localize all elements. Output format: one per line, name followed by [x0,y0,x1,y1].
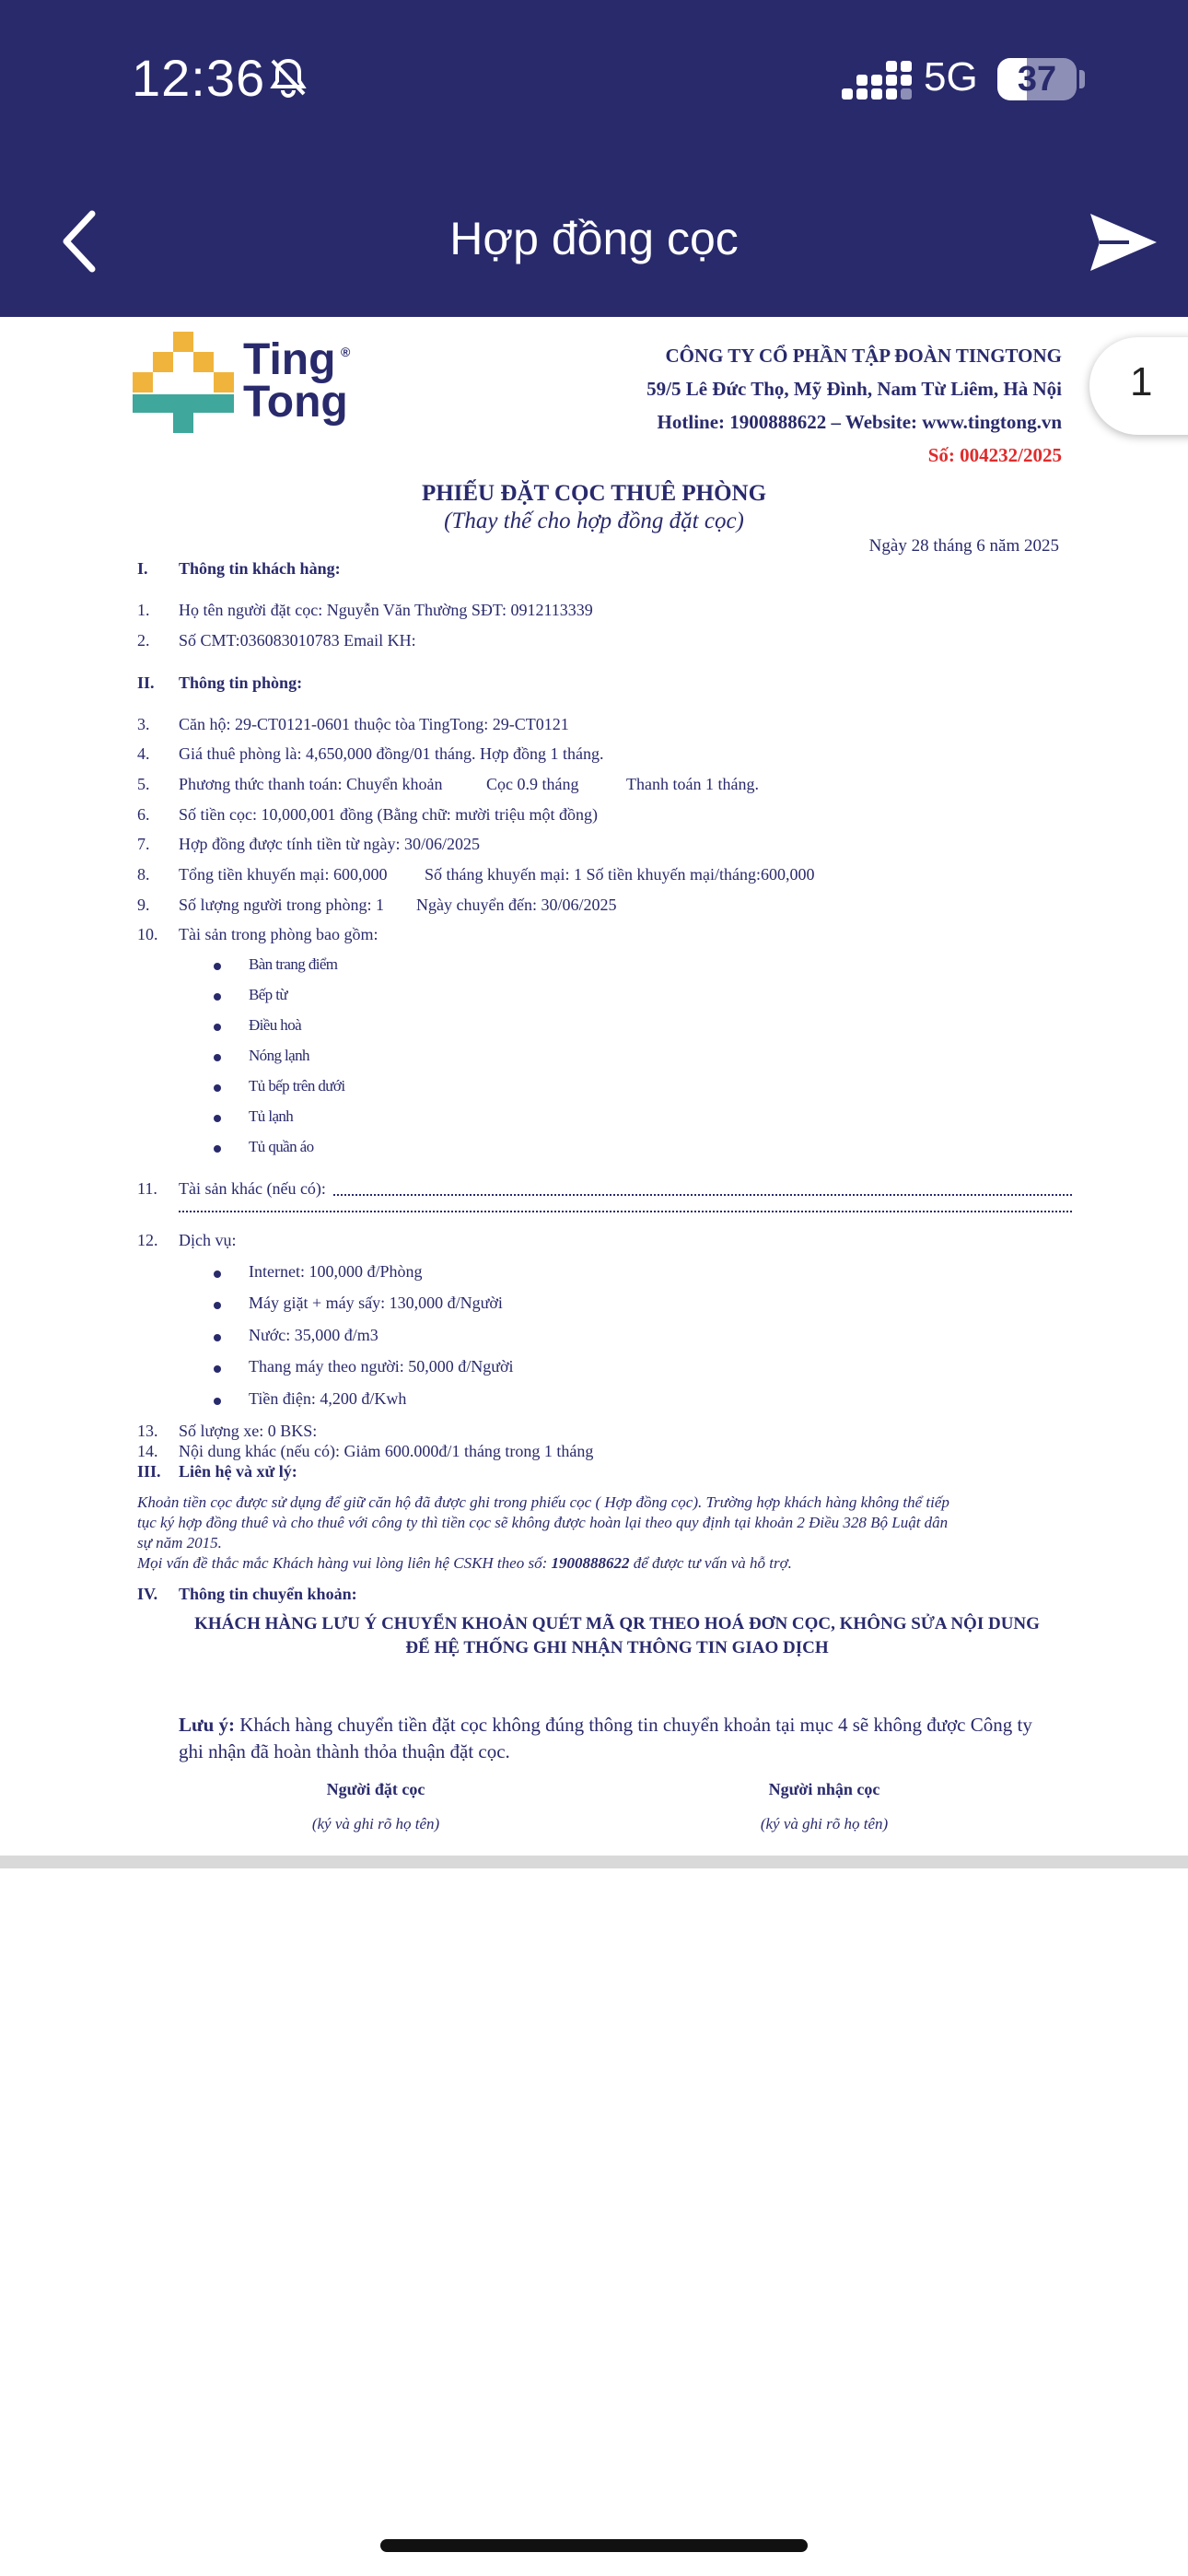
home-indicator[interactable] [380,2539,808,2552]
bullet [214,1024,221,1031]
asset-item: Tủ quần áo [249,1138,314,1155]
asset-item: Tủ lạnh [249,1107,294,1125]
item-vehicles: Số lượng xe: 0 BKS: [179,1422,318,1440]
page-title: Hợp đồng cọc [449,213,739,264]
service-item: Internet: 100,000 đ/Phòng [249,1262,423,1281]
item-number: 3. [137,715,150,733]
note-label: Lưu ý: [179,1714,236,1736]
deposit-policy-text [137,1493,1058,1574]
item-apartment: Căn hộ: 29-CT0121-0601 thuộc tòa TingTong: 29-CT0121 [179,715,569,733]
section-heading-transfer: Thông tin chuyển khoản: [179,1585,357,1603]
item-number: 13. [137,1422,158,1440]
signer-receiver-label: Người nhận cọc [768,1780,880,1798]
company-header [646,339,1062,472]
policy-contact-tail: để được tư vấn và hỗ trợ. [629,1554,792,1572]
section-number: III. [137,1462,161,1481]
asset-item: Bàn trang điểm [249,955,338,973]
signer-receiver-hint: (ký và ghi rõ họ tên) [760,1815,889,1832]
section-heading-customer: Thông tin khách hàng: [179,559,341,578]
registered-mark: ® [341,345,351,359]
bullet [214,1084,221,1092]
policy-line: tục ký hợp đồng thuê và cho thuê với công ty thì tiền cọc sẽ không được hoàn lại theo quy định tại khoản 2 Điều 328 Bộ Luật dân [137,1514,949,1531]
asset-item: Nóng lạnh [249,1047,309,1064]
bullet [214,993,221,1001]
item-number: 1. [137,601,150,619]
item-other-content: Nội dung khác (nếu có): Giảm 600.000đ/1 tháng trong 1 tháng [179,1442,594,1460]
logo-text-ting: Ting [243,335,336,384]
item-id-email: Số CMT:036083010783 Email KH: [179,631,416,650]
bullet [214,1115,221,1122]
bullet [214,1398,221,1405]
status-time: 12:36 [132,49,266,107]
service-item: Máy giặt + máy sấy: 130,000 đ/Người [249,1294,503,1312]
item-number: 14. [137,1442,158,1460]
item-number: 2. [137,631,150,650]
bullet [214,963,221,970]
item-promotion-total: Tổng tiền khuyến mại: 600,000 [179,865,388,884]
policy-contact-text: Mọi vấn đề thắc mắc Khách hàng vui lòng liên hệ CSKH theo số: [137,1554,552,1572]
section-number: I. [137,559,148,578]
item-depositor: Họ tên người đặt cọc: Nguyễn Văn Thường SĐT: 0912113339 [179,601,593,619]
page-number: 1 [1130,359,1153,404]
page-number-badge[interactable] [1089,337,1188,435]
section-number: IV. [137,1585,158,1603]
battery-level: 37 [1017,60,1057,99]
bullet [214,1270,221,1278]
bullet [214,1145,221,1153]
transfer-notice-line: ĐỂ HỆ THỐNG GHI NHẬN THÔNG TIN GIAO DỊCH [405,1638,829,1657]
document-date: Ngày 28 tháng 6 năm 2025 [868,536,1059,556]
item-number: 7. [137,835,150,853]
battery-indicator [997,58,1077,100]
asset-item: Điều hoà [249,1016,302,1034]
item-start-date: Hợp đồng được tính tiền từ ngày: 30/06/2025 [179,835,481,853]
item-deposit-months: Cọc 0.9 tháng [486,775,579,793]
policy-line: Khoản tiền cọc được sử dụng để giữ căn hộ đã được ghi trong phiếu cọc ( Hợp đồng cọc). Trường hợp khách hàng không thể tiếp [137,1493,949,1511]
dotted-fill-line [179,1211,1072,1212]
service-item: Thang máy theo người: 50,000 đ/Người [249,1357,514,1376]
network-type: 5G [924,54,978,100]
cskh-hotline: 1900888622 [551,1554,630,1572]
item-services-heading: Dịch vụ: [179,1231,237,1249]
policy-line: sự năm 2015. [137,1534,222,1551]
company-name: CÔNG TY CỔ PHẦN TẬP ĐOÀN TINGTONG [665,345,1062,367]
company-address: 59/5 Lê Đức Thọ, Mỹ Đình, Nam Từ Liêm, Hà Nội [646,378,1062,400]
bullet [214,1054,221,1061]
item-number: 8. [137,865,150,884]
bullet [214,1365,221,1373]
item-number: 5. [137,775,150,793]
document-number: Số: 004232/2025 [927,444,1062,466]
item-number: 9. [137,896,150,914]
logo-text-tong: Tong [243,378,348,427]
transfer-notice-line: KHÁCH HÀNG LƯU Ý CHUYỂN KHOẢN QUÉT MÃ QR THEO HOÁ ĐƠN CỌC, KHÔNG SỬA NỘI DUNG [194,1614,1040,1633]
section-number: II. [137,673,155,692]
document-title: PHIẾU ĐẶT CỌC THUÊ PHÒNG [421,481,767,506]
item-deposit-amount: Số tiền cọc: 10,000,001 đồng (Bằng chữ: mười triệu một đồng) [179,805,598,824]
policy-contact-line [137,1553,1058,1574]
battery-cap [1079,70,1085,88]
asset-item: Bếp từ [249,986,287,1003]
bell-slash-icon [269,57,308,98]
service-item: Nước: 35,000 đ/m3 [249,1326,379,1344]
note-paragraph [179,1712,1054,1765]
signer-depositor-label: Người đặt cọc [326,1780,425,1798]
item-move-in-date: Ngày chuyển đến: 30/06/2025 [416,896,617,914]
item-payment-months: Thanh toán 1 tháng. [626,775,759,793]
signal-icon [842,61,912,101]
item-promotion-detail: Số tháng khuyến mại: 1 Số tiền khuyến mại/tháng:600,000 [425,865,815,884]
dotted-fill-line [333,1194,1072,1196]
asset-item: Tủ bếp trên dưới [249,1077,345,1095]
bullet [214,1334,221,1341]
item-other-assets: Tài sản khác (nếu có): [179,1179,326,1198]
note-text: Khách hàng chuyển tiền đặt cọc không đúng thông tin chuyển khoản tại mục 4 sẽ không được Công ty ghi nhận đã hoàn thành thỏa thuận đặt cọc. [179,1714,1032,1762]
item-rent-price: Giá thuê phòng là: 4,650,000 đồng/01 tháng. Hợp đồng 1 tháng. [179,744,604,763]
item-occupants: Số lượng người trong phòng: 1 [179,896,385,914]
app-header [0,0,1188,317]
company-contact: Hotline: 1900888622 – Website: www.tingtong.vn [657,411,1062,433]
send-icon[interactable] [1089,210,1159,275]
service-item: Tiền điện: 4,200 đ/Kwh [249,1389,407,1408]
item-number: 6. [137,805,150,824]
item-number: 12. [137,1231,158,1249]
page-divider [0,1856,1188,1868]
section-heading-room: Thông tin phòng: [179,673,303,692]
item-payment-method: Phương thức thanh toán: Chuyển khoản [179,775,443,793]
item-assets-heading: Tài sản trong phòng bao gồm: [179,925,379,943]
item-number: 10. [137,925,158,943]
bullet [214,1302,221,1309]
logo-wordmark [243,335,351,427]
section-heading-contact: Liên hệ và xử lý: [179,1462,297,1481]
item-number: 4. [137,744,150,763]
document-subtitle: (Thay thế cho hợp đồng đặt cọc) [444,509,744,533]
signer-depositor-hint: (ký và ghi rõ họ tên) [311,1815,440,1832]
item-number: 11. [137,1179,157,1198]
transfer-notice [184,1612,1050,1660]
